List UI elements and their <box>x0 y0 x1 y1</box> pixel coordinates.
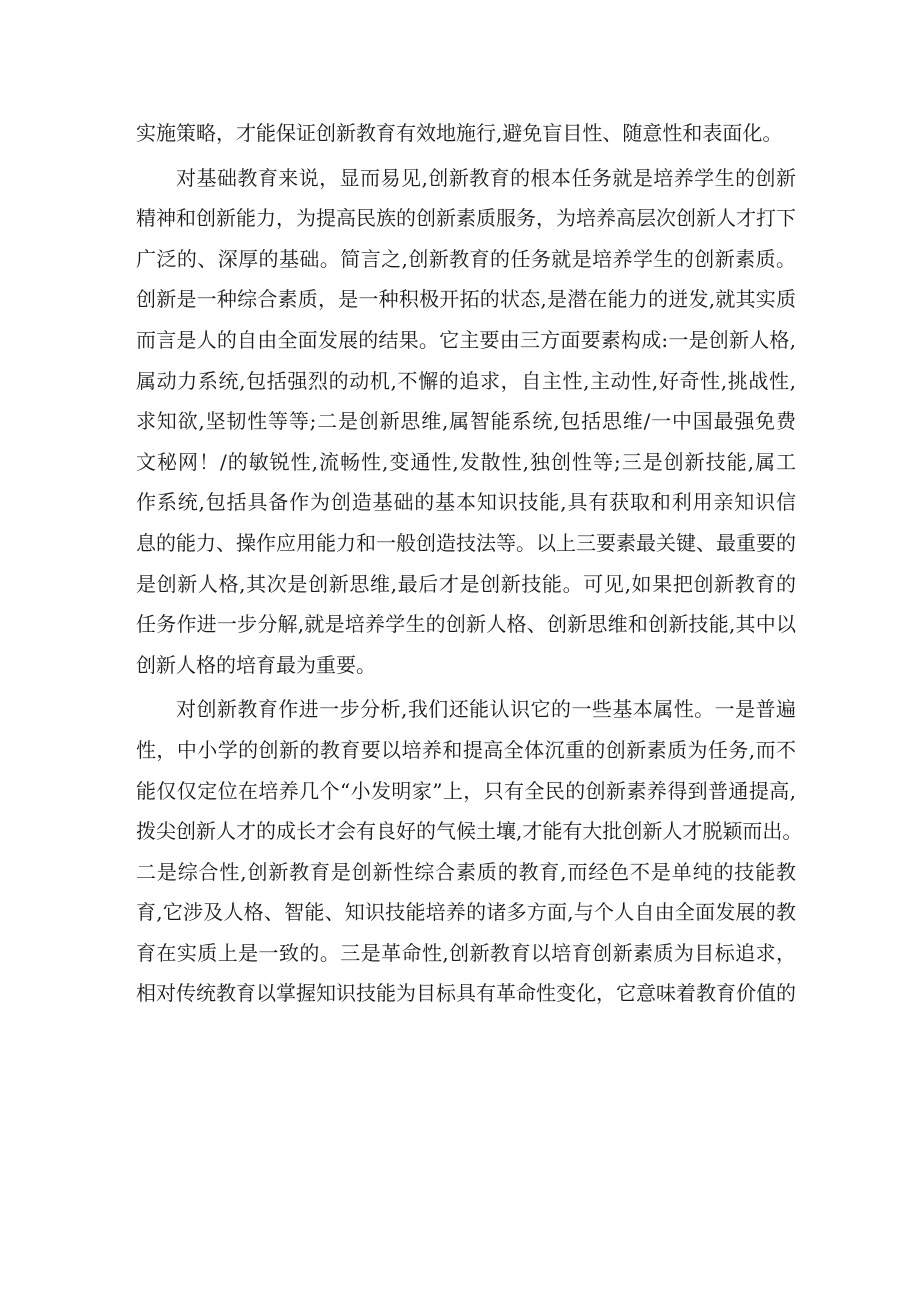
text-line: 文秘网！/的敏锐性,流畅性,变通性,发散性,独创性等;三是创新技能,属工 <box>136 449 796 474</box>
text-line: 性，中小学的创新的教育要以培养和提高全体沉重的创新素质为任务,而不 <box>136 737 796 762</box>
text-line: 息的能力、操作应用能力和一般创造技法等。以上三要素最关键、最重要的 <box>136 530 796 555</box>
text-line: 创新是一种综合素质，是一种积极开拓的状态,是潜在能力的迸发,就其实质 <box>136 287 796 312</box>
text-line: 创新人格的培育最为重要。 <box>136 652 376 677</box>
text-line: 二是综合性,创新教育是创新性综合素质的教育,而经色不是单纯的技能教 <box>136 859 796 884</box>
text-line: 育,它涉及人格、智能、知识技能培养的诸多方面,与个人自由全面发展的教 <box>136 900 796 925</box>
text-line: 广泛的、深厚的基础。简言之,创新教育的任务就是培养学生的创新素质。 <box>136 246 796 271</box>
text-line: 任务作进一步分解,就是培养学生的创新人格、创新思维和创新技能,其中以 <box>136 612 796 637</box>
text-line: 属动力系统,包括强烈的动机,不懈的追求，自主性,主动性,好奇性,挑战性, <box>136 368 796 393</box>
text-line: 精神和创新能力，为提高民族的创新素质服务，为培养高层次创新人才打下 <box>136 206 796 231</box>
text-line: 求知欲,坚韧性等等;二是创新思维,属智能系统,包括思维/一中国最强免费 <box>136 409 796 434</box>
body-text <box>136 113 803 1014</box>
paragraph-p1 <box>136 113 796 154</box>
paragraph-p2 <box>136 158 796 686</box>
text-line: 实施策略，才能保证创新教育有效地施行,避免盲目性、随意性和表面化。 <box>136 121 783 145</box>
text-line: 能仅仅定位在培养几个“小发明家”上，只有全民的创新素养得到普通提高, <box>136 778 796 803</box>
text-line: 对创新教育作进一步分析,我们还能认识它的一些基本属性。一是普遍 <box>176 697 796 722</box>
text-line: 对基础教育来说，显而易见,创新教育的根本任务就是培养学生的创新 <box>176 165 796 190</box>
text-line: 而言是人的自由全面发展的结果。它主要由三方面要素构成:一是创新人格, <box>136 327 796 352</box>
text-line: 是创新人格,其次是创新思维,最后才是创新技能。可见,如果把创新教育的 <box>136 571 796 596</box>
paragraph-p3 <box>136 689 803 1014</box>
text-line: 相对传统教育以掌握知识技能为目标具有革命性变化，它意味着教育价值的 <box>136 981 796 1006</box>
text-line: 作系统,包括具备作为创造基础的基本知识技能,具有获取和利用亲知识信 <box>136 490 796 515</box>
text-line: 育在实质上是一致的。三是革命性,创新教育以培育创新素质为目标追求， <box>136 940 796 965</box>
text-line: 拨尖创新人才的成长才会有良好的气候土壤,才能有大批创新人才脱颖而出。 <box>136 819 803 844</box>
